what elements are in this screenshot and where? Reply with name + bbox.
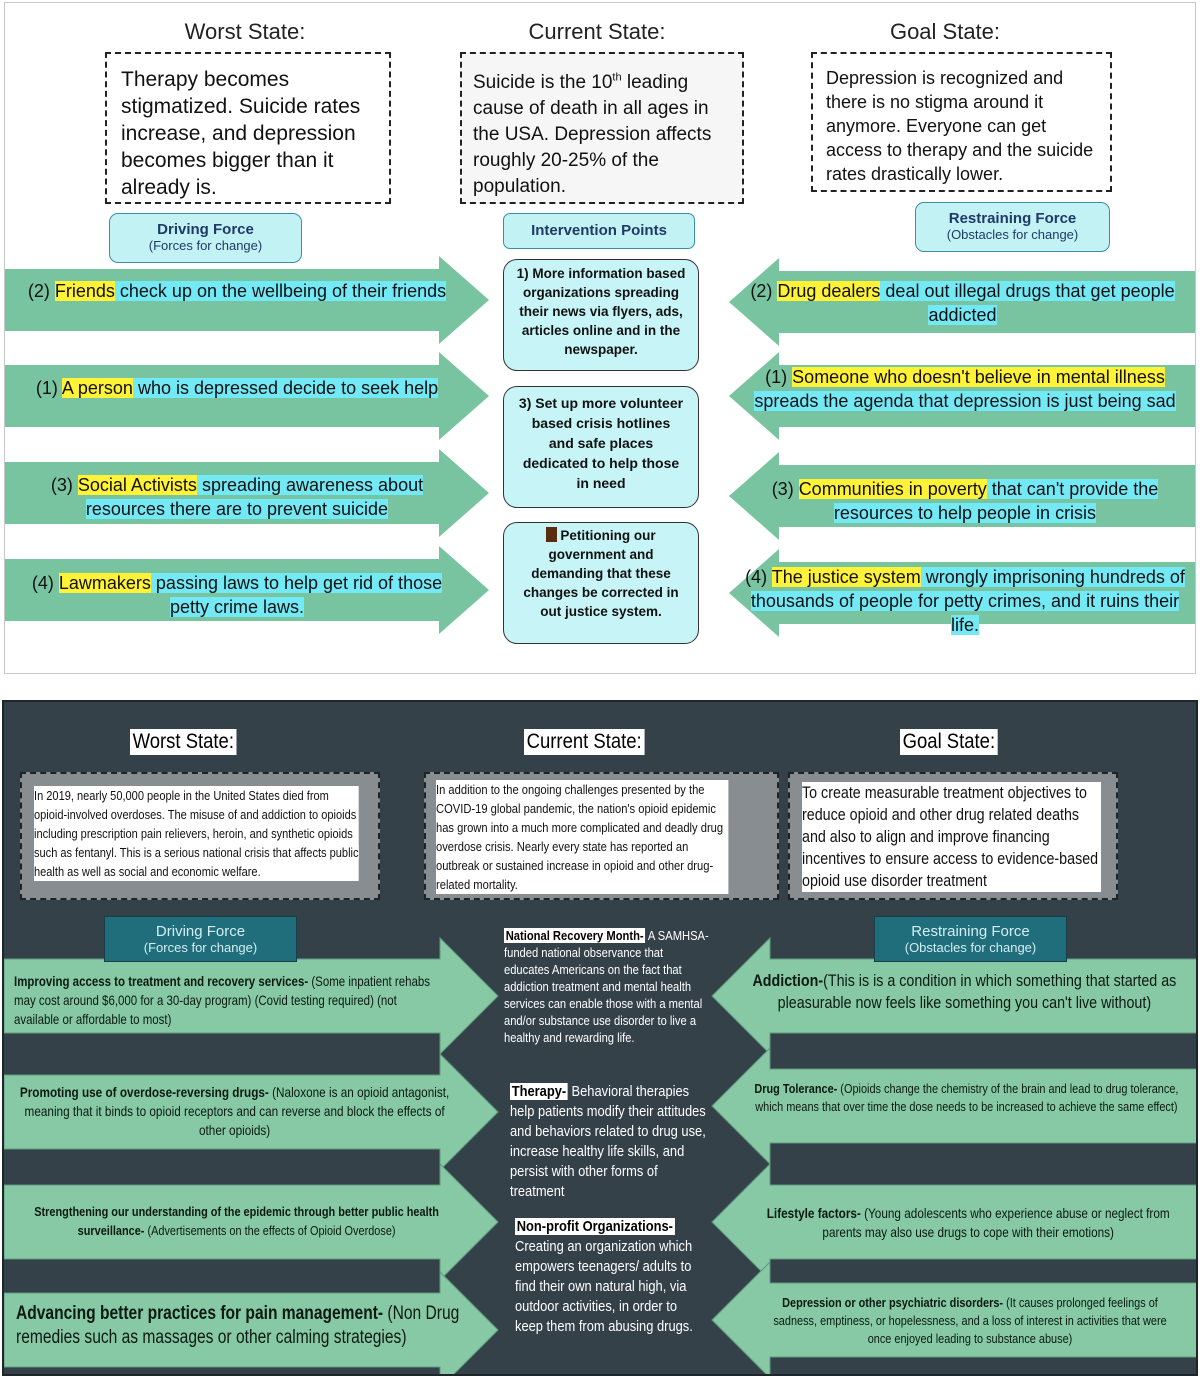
top-restraining-item-4: (4) The justice system wrongly imprisoning hundreds of thousands of people for petty crimes, and it ruins their life. bbox=[745, 567, 1185, 635]
bottom-restraining-item-4: Depression or other psychiatric disorders- (It causes prolonged feelings of sadness, emptiness, or hopelessness, and a loss of interest in activities that were once enjoyed leading to substance abuse) bbox=[773, 1295, 1167, 1346]
top-intervention-3: Petitioning our government and demanding that these changes be corrected in out justice system. bbox=[503, 522, 699, 644]
bottom-force-field-panel bbox=[2, 700, 1198, 1376]
bottom-worst-state-box bbox=[20, 772, 380, 900]
top-goal-state-title: Goal State: bbox=[889, 19, 1001, 44]
bottom-worst-state-text: In 2019, nearly 50,000 people in the United States died from opioid-involved overdoses. The misuse of and addiction to opioids including prescription pain relievers, heroin, and synthetic opioids such as fentanyl. This is a serious national crisis that affects public health as well as social and economic welfare. bbox=[34, 788, 359, 879]
bottom-goal-state-title: Goal State: bbox=[900, 729, 1011, 755]
top-intervention-points-label: Intervention Points bbox=[503, 213, 695, 249]
top-driving-item-4: (4) Lawmakers passing laws to help get rid of those petty crime laws. bbox=[31, 573, 443, 617]
top-worst-state-title: Worst State: bbox=[184, 19, 306, 44]
bottom-worst-state-title: Worst State: bbox=[130, 729, 251, 755]
bottom-intervention-1: National Recovery Month- A SAMHSA-funded national observance that educates Americans on the fact that addiction treatment and mental health services can enable those with a mental and/or substance use disorder to live a healthy and rewarding life. bbox=[504, 928, 709, 1045]
top-restraining-item-1: (2) Drug dealers deal out illegal drugs that get people addicted bbox=[750, 281, 1175, 325]
brown-square-icon bbox=[546, 527, 557, 542]
top-restraining-force-label: Restraining Force (Obstacles for change) bbox=[915, 202, 1110, 252]
bottom-goal-state-text: To create measurable treatment objectives to reduce opioid and other drug related deaths and also to align and improve financing incentives to ensure access to evidence-based opioid use disorder treatment bbox=[802, 782, 1101, 892]
top-goal-state-text: Depression is recognized and there is no stigma around it anymore. Everyone can get access to therapy and the suicide rates drastically lower. bbox=[826, 68, 1094, 184]
top-worst-state-box bbox=[105, 52, 391, 204]
bottom-goal-state-box bbox=[788, 772, 1118, 900]
bottom-intervention-3: Non-profit Organizations- Creating an organization which empowers teenagers/ adults to find their own natural high, via outdoor activities, in order to keep them from abusing drugs. bbox=[515, 1218, 693, 1335]
bottom-driving-item-3: Strengthening our understanding of the epidemic through better public health surveillance- (Advertisements on the effects of Opioid Overdose) bbox=[34, 1204, 439, 1238]
top-driving-force-label: Driving Force (Forces for change) bbox=[109, 213, 302, 263]
top-intervention-2: 3) Set up more volunteer based crisis hotlines and safe places dedicated to help those in need bbox=[503, 386, 699, 508]
top-restraining-item-3: (3) Communities in poverty that can't provide the resources to help people in crisis bbox=[771, 479, 1159, 523]
top-worst-state-text: Therapy becomes stigmatized. Suicide rates increase, and depression becomes bigger than it already is. bbox=[121, 68, 361, 199]
top-driving-item-2: (1) A person who is depressed decide to seek help bbox=[35, 378, 439, 398]
bottom-driving-item-1: Improving access to treatment and recovery services- (Some inpatient rehabs may cost around $6,000 for a 30-day program) (Covid testing required) (not available or affordable to most) bbox=[14, 973, 431, 1027]
top-current-state-box bbox=[460, 52, 744, 204]
top-driving-item-1: (2) Friends check up on the wellbeing of their friends bbox=[27, 281, 447, 301]
top-goal-state-box bbox=[811, 52, 1112, 192]
bottom-restraining-force-label: Restraining Force (Obstacles for change) bbox=[874, 916, 1067, 962]
bottom-current-state-text: In addition to the ongoing challenges presented by the COVID-19 global pandemic, the nation's opioid epidemic has grown into a much more complicated and deadly drug overdose crisis. Nearly every state has reported an outbreak or sustained increase in opioid and other drug-related mortality. bbox=[436, 780, 728, 894]
bottom-driving-force-label: Driving Force (Forces for change) bbox=[104, 916, 297, 962]
top-restraining-item-2: (1) Someone who doesn't believe in mental illness spreads the agenda that depression is just being sad bbox=[754, 367, 1176, 411]
bottom-driving-item-2: Promoting use of overdose-reversing drugs- (Naloxone is an opioid antagonist, meaning that it binds to opioid receptors and can reverse and block the effects of other opioids) bbox=[19, 1084, 450, 1138]
top-driving-item-3: (3) Social Activists spreading awareness about resources there are to prevent suicide bbox=[50, 475, 424, 519]
bottom-driving-item-4: Advancing better practices for pain management- (Non Drug remedies such as massages or other calming strategies) bbox=[16, 1303, 460, 1348]
top-current-state-text: Suicide is the 10th leading cause of death in all ages in the USA. Depression affects roughly 20-25% of the population. bbox=[473, 72, 712, 198]
bottom-restraining-item-2: Drug Tolerance- (Opioids change the chemistry of the brain and lead to drug tolerance, which means that over time the dose needs to be increased to achieve the same effect) bbox=[754, 1081, 1179, 1114]
bottom-current-state-title: Current State: bbox=[524, 729, 661, 755]
bottom-intervention-2: Therapy- Behavioral therapies help patients modify their attitudes and behaviors related to drug use, increase healthy life skills, and persist with other forms of treatment bbox=[510, 1083, 706, 1200]
bottom-restraining-item-1: Addiction-(This is is a condition in which something that started as pleasurable now feels like something you can't live without) bbox=[752, 971, 1177, 1012]
top-force-field-panel bbox=[4, 2, 1196, 674]
bottom-current-state-box bbox=[424, 772, 779, 900]
top-current-state-title: Current State: bbox=[528, 19, 666, 44]
top-intervention-1: 1) More information based organizations spreading their news via flyers, ads, articles online and in the newspaper. bbox=[503, 259, 699, 371]
bottom-restraining-item-3: Lifestyle factors- (Young adolescents who experience abuse or neglect from parents may also use drugs to cope with their emotions) bbox=[766, 1205, 1170, 1240]
